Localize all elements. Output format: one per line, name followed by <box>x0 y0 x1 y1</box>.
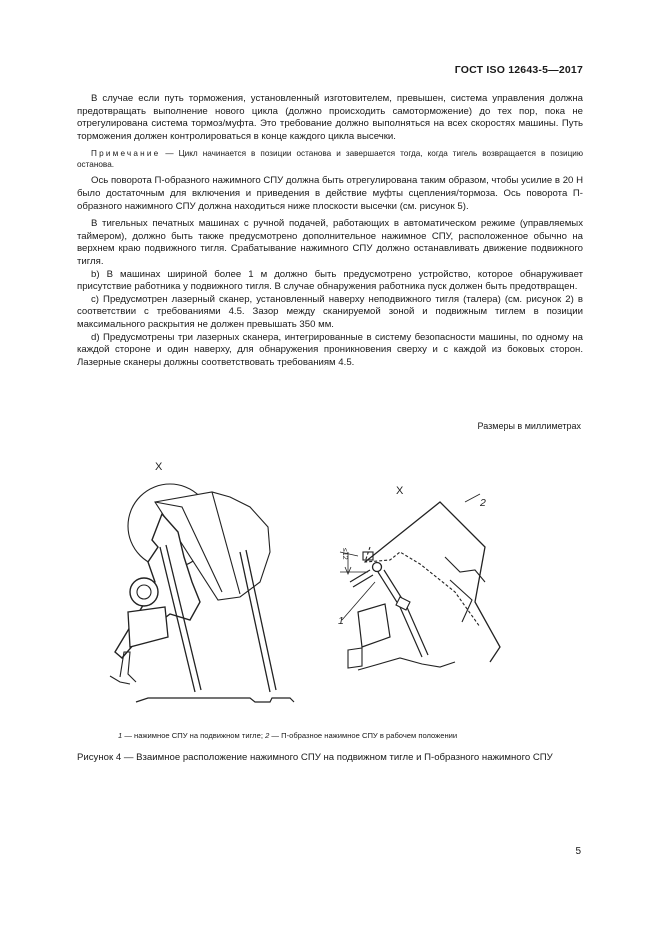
paragraph-item-d: d) Предусмотрены три лазерных сканера, интегрированные в систему безопасности машины, по одному на каждой стороне и один наверху, для обнаружения проникновения сверху и с каждой из боковых сторон. Лазерные сканеры должны соответствовать требованиям 4.5. <box>77 331 583 368</box>
lever-arm <box>350 570 373 587</box>
gear-circle <box>130 578 158 606</box>
label-1: 1 <box>338 615 344 627</box>
note <box>77 148 583 170</box>
figure-legend <box>118 731 457 740</box>
page-number: 5 <box>575 846 581 857</box>
legend-1-number: 1 <box>118 731 123 740</box>
figure-4 <box>100 452 580 717</box>
base-line <box>358 658 455 670</box>
note-label: Примечание <box>91 149 161 159</box>
legend-2-number: 2 <box>265 731 270 740</box>
legend-2-text: — П-образное нажимное СПУ в рабочем положении <box>269 731 458 740</box>
dimension-label: ≤12 <box>341 548 348 560</box>
legend-1-text: — нажимное СПУ на подвижном тигле; <box>122 731 266 740</box>
body-text <box>77 93 583 369</box>
base-block <box>358 604 390 647</box>
note-text: — Цикл начинается в позиции останова и завершается тогда, когда тигель возвращается в позицию останова. <box>77 149 583 170</box>
paragraph-item-c: c) Предусмотрен лазерный сканер, установленный наверху неподвижного тигля (талера) (см. рисунок 2) в соответствии с требованиями 4.5. Зазор между сканируемой зоной и подвижным тиглем в позиции максимального раскрытия не должен превышать 350 мм. <box>77 293 583 330</box>
foot-hook <box>110 676 130 684</box>
label-2: 2 <box>480 497 486 509</box>
base-plate <box>136 698 294 702</box>
figure-caption: Рисунок 4 — Взаимное расположение нажимного СПУ на подвижном тигле и П-образного нажимного СПУ <box>77 752 553 763</box>
label-2-leader <box>465 494 480 502</box>
label-x-right: X <box>396 485 404 497</box>
paragraph-braking: В случае если путь торможения, установленный изготовителем, превышен, система управления должна предотвращать выполнение нового цикла (должно происходить самоторможение) до тех пор, пока не отрегулирована система тормоз/муфта. Это требование должно выполняться на всех скоростях машины. Путь торможения должен контролироваться в конце каждого цикла высечки. <box>77 93 583 142</box>
paragraph-item-b: b) В машинах шириной более 1 м должно быть предусмотрено устройство, которое обнаруживает присутствие работника у подвижного тигля. В случае обнаружения работника пуск должен быть предотвращен. <box>77 268 583 293</box>
label-x-left: X <box>155 461 163 473</box>
paragraph-manual-feed: В тигельных печатных машинах с ручной подачей, работающих в автоматическом режиме (управляемых таймером), должно быть также предусмотрено дополнительное нажимное СПУ, расположенное обычно на верхнем краю подвижного тигля. Срабатывание нажимного СПУ должно останавливать движение подвижного тигля. <box>77 218 583 267</box>
lower-bracket <box>128 607 168 647</box>
sensor-button <box>373 563 382 572</box>
base-block-small <box>348 648 362 668</box>
document-header: ГОСТ ISO 12643-5—2017 <box>454 64 583 76</box>
dimensions-note: Размеры в миллиметрах <box>477 421 581 431</box>
figure-drawing <box>100 452 580 717</box>
paragraph-pivot-axis: Ось поворота П-образного нажимного СПУ должна быть отрегулирована таким образом, чтобы усилие в 20 Н было достаточным для включения и приведения в действие муфты сцепления/тормоза. Ось поворота П-образного нажимного СПУ должна находиться ниже плоскости высечки (см. рисунок 5). <box>77 175 583 212</box>
